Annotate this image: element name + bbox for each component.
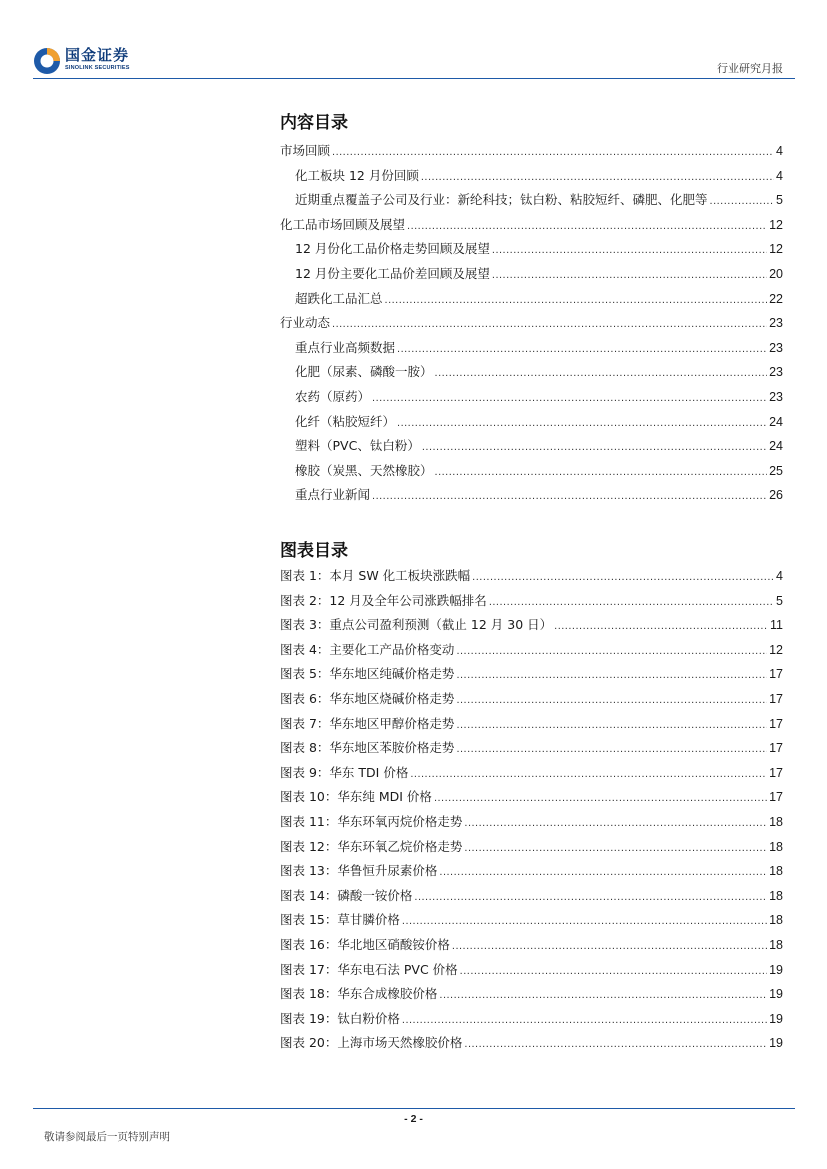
figure-entry-page: 17 <box>769 741 783 756</box>
figure-entry-title: 图表 18：华东合成橡胶价格 <box>280 986 438 1002</box>
figure-entry[interactable] <box>280 640 783 665</box>
dot-leader <box>489 596 774 608</box>
contents-entry-title: 农药（原药） <box>295 388 371 404</box>
contents-entry-title: 橡胶（炭黑、天然橡胶） <box>295 462 433 478</box>
figure-entry-page: 18 <box>769 839 783 854</box>
dot-leader <box>421 171 774 183</box>
contents-entry-title: 行业动态 <box>280 315 331 331</box>
contents-entry[interactable] <box>280 289 783 314</box>
contents-entry-title: 12 月份主要化工品价差回顾及展望 <box>295 265 490 281</box>
contents-entry[interactable] <box>280 190 783 215</box>
figure-entry[interactable] <box>280 960 783 985</box>
dot-leader <box>456 743 767 755</box>
figure-entry-title: 图表 6：华东地区烧碱价格走势 <box>280 690 455 706</box>
dot-leader <box>456 645 767 657</box>
figure-entry-page: 17 <box>769 691 783 706</box>
figure-entry[interactable] <box>280 1033 783 1058</box>
dot-leader <box>385 294 768 306</box>
figure-entry-page: 18 <box>769 888 783 903</box>
contents-entry-page: 4 <box>776 168 783 183</box>
contents-entry-page: 5 <box>776 193 783 208</box>
contents-entry-page: 12 <box>769 242 783 257</box>
figure-entry-page: 18 <box>769 937 783 952</box>
contents-entry-page: 22 <box>769 291 783 306</box>
dot-leader <box>435 466 768 478</box>
dot-leader <box>372 392 767 404</box>
contents-entry-page: 4 <box>776 144 783 158</box>
figure-entry-title: 图表 9：华东 TDI 价格 <box>280 764 409 780</box>
figure-entry-title: 图表 4：主要化工产品价格变动 <box>280 641 455 657</box>
figure-entry-title: 图表 2：12 月及全年公司涨跌幅排名 <box>280 592 487 608</box>
figure-entry-title: 图表 19：钛白粉价格 <box>280 1010 400 1026</box>
figure-entry-title: 图表 14：磷酸一铵价格 <box>280 887 413 903</box>
dot-leader <box>439 989 767 1001</box>
figure-entry[interactable] <box>280 861 783 886</box>
figure-entry[interactable] <box>280 714 783 739</box>
figure-entry-title: 图表 7：华东地区甲醇价格走势 <box>280 715 455 731</box>
dot-leader <box>332 146 774 158</box>
logo-chinese-name: 国金证券 <box>65 46 130 64</box>
dot-leader <box>492 269 767 281</box>
figure-entry-page: 17 <box>769 716 783 731</box>
figure-entry-page: 19 <box>769 987 783 1002</box>
figure-entry[interactable] <box>280 812 783 837</box>
contents-entry-page: 23 <box>769 365 783 380</box>
contents-entry-title: 重点行业新闻 <box>295 487 371 503</box>
dot-leader <box>456 694 767 706</box>
figure-entry[interactable] <box>280 886 783 911</box>
contents-entry-title: 12 月份化工品价格走势回顾及展望 <box>295 241 490 257</box>
figure-entry-title: 图表 10：华东纯 MDI 价格 <box>280 789 432 805</box>
contents-entry-page: 24 <box>769 439 783 454</box>
figure-entry[interactable] <box>280 837 783 862</box>
figure-entry-page: 17 <box>769 790 783 805</box>
dot-leader <box>435 367 768 379</box>
contents-entry[interactable] <box>280 362 783 387</box>
contents-entry-page: 20 <box>769 266 783 281</box>
dot-leader <box>422 441 767 453</box>
figure-entry[interactable] <box>280 935 783 960</box>
contents-entry-title: 市场回顾 <box>280 143 331 158</box>
dot-leader <box>456 719 767 731</box>
figure-entry-page: 18 <box>769 814 783 829</box>
figure-entry-title: 图表 1：本月 SW 化工板块涨跌幅 <box>280 568 471 583</box>
sinolink-logo-icon <box>33 47 61 75</box>
figure-entry-page: 4 <box>776 569 783 583</box>
figure-entry-page: 19 <box>769 1011 783 1026</box>
figure-entry-page: 12 <box>769 642 783 657</box>
figure-entry-page: 17 <box>769 667 783 682</box>
figure-entry[interactable] <box>280 689 783 714</box>
figure-entry-title: 图表 12：华东环氧乙烷价格走势 <box>280 838 463 854</box>
figure-entry[interactable] <box>280 1009 783 1034</box>
contents-entry-title: 化工品市场回顾及展望 <box>280 216 406 232</box>
figure-entry-title: 图表 13：华鲁恒升尿素价格 <box>280 863 438 879</box>
contents-entry[interactable] <box>280 313 783 338</box>
contents-entry-title: 塑料（PVC、钛白粉） <box>295 438 420 454</box>
figure-entry-title: 图表 15：草甘膦价格 <box>280 912 400 928</box>
contents-list <box>280 141 783 510</box>
contents-entry[interactable] <box>280 338 783 363</box>
figure-entry-title: 图表 20：上海市场天然橡胶价格 <box>280 1035 463 1051</box>
figure-entry-title: 图表 3：重点公司盈利预测（截止 12 月 30 日） <box>280 617 553 633</box>
figure-entry[interactable] <box>280 984 783 1009</box>
contents-entry-page: 25 <box>769 463 783 478</box>
footer-divider <box>33 1108 795 1109</box>
dot-leader <box>410 768 767 780</box>
contents-entry-title: 化工板块 12 月份回顾 <box>295 167 419 183</box>
contents-entry[interactable] <box>280 412 783 437</box>
company-logo <box>33 44 163 78</box>
dot-leader <box>407 220 767 232</box>
figure-entry-page: 5 <box>776 593 783 608</box>
contents-entry-title: 化肥（尿素、磷酸一胺） <box>295 364 433 380</box>
figure-entry[interactable] <box>280 664 783 689</box>
figure-entry[interactable] <box>280 566 783 591</box>
dot-leader <box>710 195 775 207</box>
dot-leader <box>464 817 767 829</box>
figure-entry-page: 18 <box>769 864 783 879</box>
figure-entry-title: 图表 11：华东环氧丙烷价格走势 <box>280 813 463 829</box>
contents-entry[interactable] <box>280 485 783 510</box>
figure-entry[interactable] <box>280 910 783 935</box>
figure-entry-title: 图表 8：华东地区苯胺价格走势 <box>280 740 455 756</box>
contents-entry-page: 23 <box>769 340 783 355</box>
dot-leader <box>439 866 767 878</box>
contents-entry[interactable] <box>280 436 783 461</box>
contents-entry-page: 23 <box>769 316 783 331</box>
figure-entry-page: 19 <box>769 962 783 977</box>
figure-entry-page: 19 <box>769 1036 783 1051</box>
dot-leader <box>402 1014 767 1026</box>
dot-leader <box>402 915 767 927</box>
contents-entry[interactable] <box>280 264 783 289</box>
figure-entry[interactable] <box>280 615 783 640</box>
figure-entry[interactable] <box>280 738 783 763</box>
header-divider <box>33 78 795 79</box>
figure-entry-page: 17 <box>769 765 783 780</box>
dot-leader <box>372 490 767 502</box>
figure-entry[interactable] <box>280 591 783 616</box>
dot-leader <box>554 620 768 632</box>
figure-entry[interactable] <box>280 787 783 812</box>
contents-title: 内容目录 <box>280 113 348 133</box>
dot-leader <box>434 792 767 804</box>
disclaimer-text: 敬请参阅最后一页特别声明 <box>44 1131 170 1143</box>
contents-entry-title: 重点行业高频数据 <box>295 339 396 355</box>
contents-entry-title: 近期重点覆盖子公司及行业：新纶科技；钛白粉、粘胶短纤、磷肥、化肥等 <box>295 192 708 208</box>
contents-entry-page: 24 <box>769 414 783 429</box>
dot-leader <box>492 244 767 256</box>
contents-entry-page: 23 <box>769 389 783 404</box>
dot-leader <box>472 571 774 583</box>
contents-entry[interactable] <box>280 166 783 191</box>
contents-entry-title: 超跌化工品汇总 <box>295 290 383 306</box>
figure-entry[interactable] <box>280 763 783 788</box>
dot-leader <box>332 318 767 330</box>
dot-leader <box>452 940 767 952</box>
dot-leader <box>460 965 767 977</box>
contents-entry-page: 12 <box>769 217 783 232</box>
figure-entry-page: 18 <box>769 913 783 928</box>
contents-entry[interactable] <box>280 239 783 264</box>
contents-entry[interactable] <box>280 387 783 412</box>
figure-entry-title: 图表 16：华北地区硝酸铵价格 <box>280 936 450 952</box>
figure-entry-title: 图表 5：华东地区纯碱价格走势 <box>280 666 455 682</box>
contents-entry[interactable] <box>280 141 783 166</box>
contents-entry-title: 化纤（粘胶短纤） <box>295 413 396 429</box>
figure-entry-page: 11 <box>770 618 783 633</box>
figure-entry-title: 图表 17：华东电石法 PVC 价格 <box>280 961 458 977</box>
dot-leader <box>414 891 767 903</box>
contents-entry-page: 26 <box>769 488 783 503</box>
contents-entry[interactable] <box>280 461 783 486</box>
dot-leader <box>456 669 767 681</box>
page-number: - 2 - <box>404 1113 423 1125</box>
figures-title: 图表目录 <box>280 541 348 561</box>
dot-leader <box>464 842 767 854</box>
contents-entry[interactable] <box>280 215 783 240</box>
report-type-label: 行业研究月报 <box>717 62 783 75</box>
dot-leader <box>397 417 767 429</box>
logo-english-name: SINOLINK SECURITIES <box>65 65 130 71</box>
dot-leader <box>464 1038 767 1050</box>
figures-list <box>280 566 783 1058</box>
dot-leader <box>397 343 767 355</box>
